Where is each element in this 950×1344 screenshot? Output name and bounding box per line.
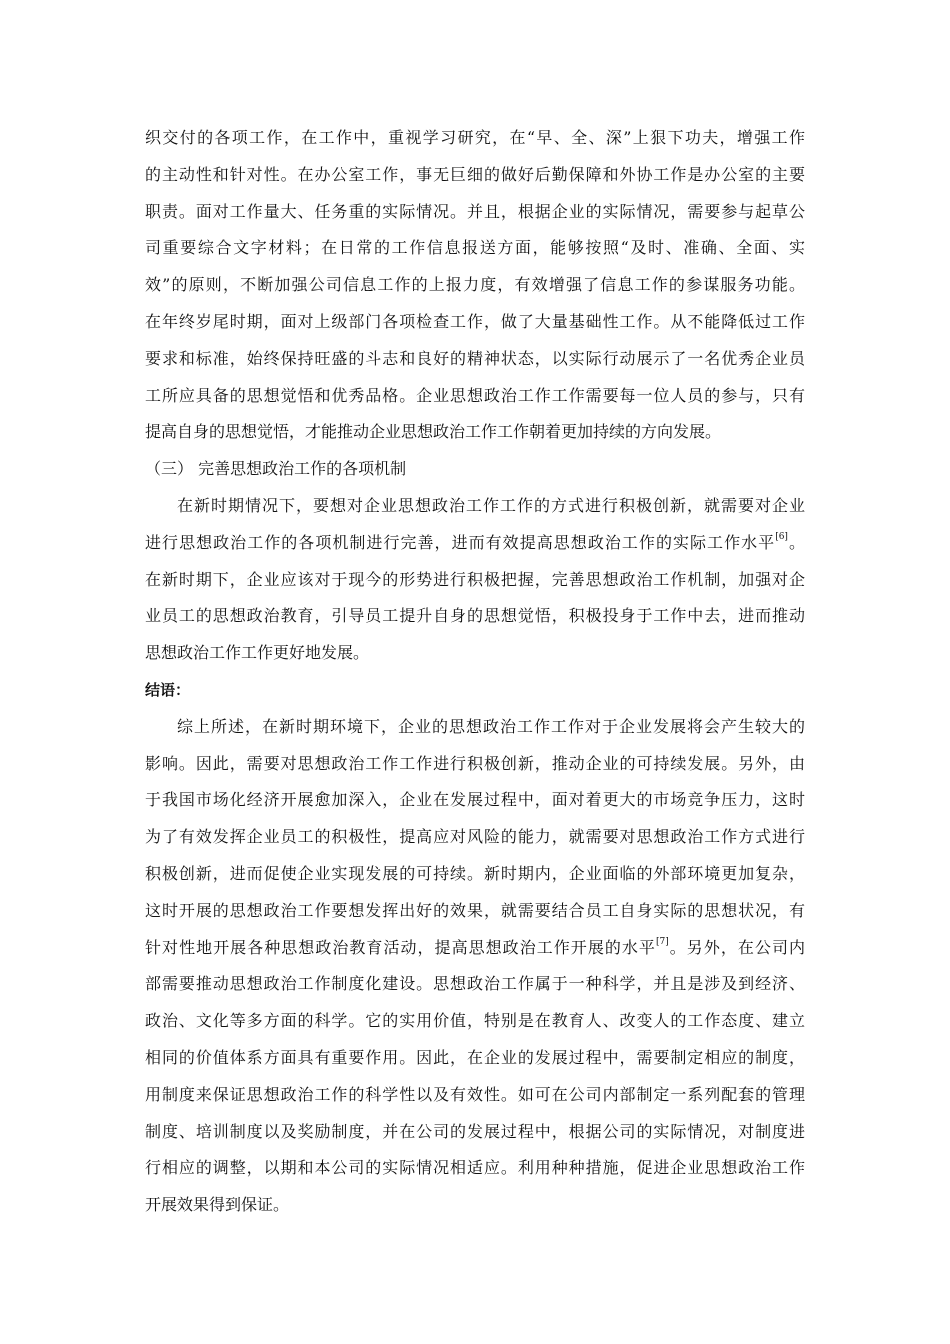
text-line: 用制度来保证思想政治工作的科学性以及有效性。如可在公司内部制定一系列配套的管理 (145, 1084, 805, 1104)
text-line: 司重要综合文字材料；在日常的工作信息报送方面，能够按照“及时、准确、全面、实 (145, 238, 805, 258)
text-line-with-citation (145, 930, 805, 967)
citation-ref: [6] (775, 532, 788, 543)
text: 。另外，在公司内 (668, 937, 805, 957)
conclusion-heading: 结语： (145, 680, 191, 699)
text-line: 这时开展的思想政治工作要想发挥出好的效果，就需要结合员工自身实际的思想状况，有 (145, 900, 805, 920)
text-line: 综上所述，在新时期环境下，企业的思想政治工作工作对于企业发展将会产生较大的 (177, 716, 805, 736)
text-line: 职责。面对工作量大、任务重的实际情况。并且，根据企业的实际情况，需要参与起草公 (145, 201, 805, 221)
text-line: 工所应具备的思想觉悟和优秀品格。企业思想政治工作工作需要每一位人员的参与，只有 (145, 385, 805, 405)
document-page (145, 120, 805, 1224)
text-line-with-citation (145, 525, 805, 562)
text-line: 相同的价值体系方面具有重要作用。因此，在企业的发展过程中，需要制定相应的制度， (145, 1047, 805, 1067)
section-paragraph (145, 488, 805, 672)
text-line: 于我国市场化经济开展愈加深入，企业在发展过程中，面对着更大的市场竞争压力，这时 (145, 790, 805, 810)
section-heading: （三） 完善思想政治工作的各项机制 (145, 459, 407, 479)
conclusion-paragraph (145, 709, 805, 1224)
text-line: 影响。因此，需要对思想政治工作工作进行积极创新，推动企业的可持续发展。另外，由 (145, 753, 805, 773)
text-line: 开展效果得到保证。 (145, 1195, 290, 1215)
citation-ref: [7] (655, 937, 669, 948)
text-line: 行相应的调整，以期和本公司的实际情况相适应。利用种种措施，促进企业思想政治工作 (145, 1158, 805, 1178)
text-line: 为了有效发挥企业员工的积极性，提高应对风险的能力，就需要对思想政治工作方式进行 (145, 827, 805, 847)
text-line: 要求和标准，始终保持旺盛的斗志和良好的精神状态，以实际行动展示了一名优秀企业员 (145, 348, 805, 368)
text-line: 在新时期情况下，要想对企业思想政治工作工作的方式进行积极创新，就需要对企业 (177, 495, 805, 515)
text-line: 效”的原则，不断加强公司信息工作的上报力度，有效增强了信息工作的参谋服务功能。 (145, 275, 805, 295)
text-line: 在新时期下，企业应该对于现今的形势进行积极把握，完善思想政治工作机制，加强对企 (145, 569, 805, 589)
text: 进行思想政治工作的各项机制进行完善，进而有效提高思想政治工作的实际工作水平 (145, 532, 776, 552)
text-line: 在年终岁尾时期，面对上级部门各项检查工作，做了大量基础性工作。从不能降低过工作 (145, 311, 805, 331)
text-line: 业员工的思想政治教育，引导员工提升自身的思想觉悟，积极投身于工作中去，进而推动 (145, 606, 805, 626)
text-line: 织交付的各项工作，在工作中，重视学习研究，在“早、全、深”上狠下功夫，增强工作 (145, 128, 805, 147)
text-line: 的主动性和针对性。在办公室工作，事无巨细的做好后勤保障和外协工作是办公室的主要 (145, 164, 805, 184)
text-line: 提高自身的思想觉悟，才能推动企业思想政治工作工作朝着更加持续的方向发展。 (145, 422, 722, 442)
text-line: 思想政治工作工作更好地发展。 (145, 643, 370, 663)
text: 。 (787, 532, 805, 552)
text-line: 积极创新，进而促使企业实现发展的可持续。新时期内，企业面临的外部环境更加复杂， (145, 863, 805, 883)
text: 针对性地开展各种思想政治教育活动，提高思想政治工作开展的水平 (145, 937, 656, 957)
text-line: 政治、文化等多方面的科学。它的实用价值，特别是在教育人、改变人的工作态度、建立 (145, 1011, 805, 1031)
paragraph-continuation (145, 120, 805, 451)
text-line: 制度、培训制度以及奖励制度，并在公司的发展过程中，根据公司的实际情况，对制度进 (145, 1121, 805, 1141)
text-line: 部需要推动思想政治工作制度化建设。思想政治工作属于一种科学，并且是涉及到经济、 (145, 974, 805, 994)
